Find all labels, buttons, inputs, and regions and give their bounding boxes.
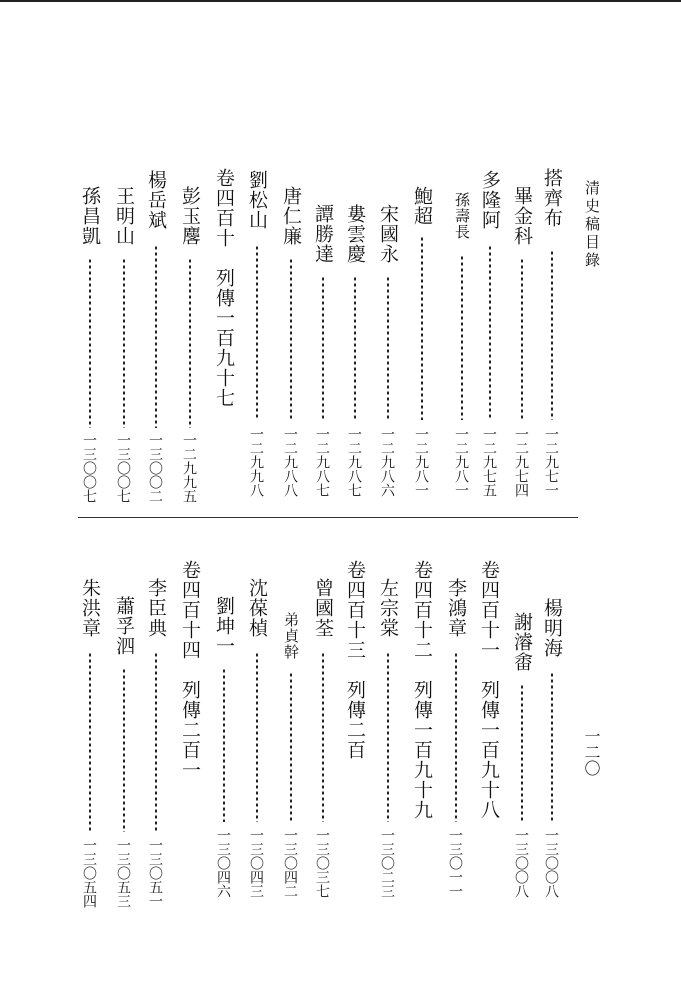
- leader-dots: [455, 652, 457, 822]
- toc-entry-name: 譚勝達: [312, 204, 334, 264]
- leader-dots: [256, 652, 258, 822]
- leader-dots: [354, 276, 356, 420]
- leader-dots: [421, 236, 423, 420]
- toc-entry-name: 楊岳斌: [145, 170, 167, 230]
- toc-entry-page: 一二九七一: [543, 427, 559, 497]
- toc-entry-name: 劉坤一: [213, 596, 235, 656]
- juan-heading: 卷四百十 列傳一百九十七: [213, 168, 235, 408]
- leader-dots: [155, 245, 157, 428]
- toc-entry-page: 一三〇〇八: [513, 828, 529, 898]
- toc-entry-page: 一三〇四六: [215, 828, 231, 898]
- top-border-rule: [0, 0, 681, 2]
- leader-dots: [387, 652, 389, 822]
- toc-entry-name: 唐仁廉: [280, 186, 302, 246]
- toc-entry-page: 一三〇一一: [447, 828, 463, 898]
- toc-entry-page: 一三〇五三: [115, 838, 131, 908]
- toc-entry-name: 朱洪章: [79, 578, 101, 638]
- leader-dots: [223, 668, 225, 822]
- juan-heading: 卷四百十三 列傳二百: [344, 560, 366, 760]
- toc-entry-page: 一二九九五: [181, 433, 197, 503]
- toc-entry-name: 宋國永: [377, 204, 399, 264]
- toc-entry-page: 一三〇四二: [282, 828, 298, 898]
- leader-dots: [290, 258, 292, 420]
- toc-entry-name: 左宗棠: [377, 578, 399, 638]
- toc-entry-name: 王明山: [113, 186, 135, 246]
- leader-dots: [322, 652, 324, 822]
- toc-entry-page: 一二九八七: [346, 427, 362, 497]
- toc-entry-page: 一二九九八: [248, 427, 264, 497]
- toc-entry-page: 一二九七四: [513, 427, 529, 497]
- toc-entry-name: 多隆阿: [479, 170, 501, 230]
- toc-entry-page: 一二九八七: [314, 427, 330, 497]
- leader-dots: [551, 672, 553, 822]
- toc-entry-name: 彭玉麐: [179, 186, 201, 246]
- toc-entry-name: 婁雲慶: [344, 204, 366, 264]
- leader-dots: [521, 258, 523, 420]
- toc-entry-page: 一三〇二三: [379, 828, 395, 898]
- toc-entry-page: 一三〇五四: [81, 838, 97, 908]
- toc-entry-name: 搭齊布: [541, 168, 563, 228]
- toc-entry-name: 劉松山: [246, 170, 268, 230]
- leader-dots: [521, 684, 523, 822]
- toc-entry-page: 一二九七五: [481, 427, 497, 497]
- leader-dots: [256, 245, 258, 420]
- toc-entry-name: 鮑超: [411, 186, 433, 226]
- juan-heading: 卷四百十二 列傳一百九十九: [411, 560, 433, 820]
- toc-entry-page: 一二九八八: [282, 427, 298, 497]
- toc-entry-name: 李鴻章: [445, 578, 467, 638]
- toc-entry-name: 楊明海: [541, 598, 563, 658]
- leader-dots: [123, 258, 125, 428]
- toc-entry-page: 一二九八六: [379, 427, 395, 497]
- leader-dots: [89, 258, 91, 428]
- toc-entry-page: 一三〇〇七: [81, 433, 97, 503]
- leader-dots: [123, 668, 125, 832]
- toc-entry-page: 一二九八一: [453, 427, 469, 497]
- toc-entry-page: 一三〇四三: [248, 828, 264, 898]
- leader-dots: [290, 672, 292, 822]
- leader-dots: [155, 652, 157, 832]
- toc-entry-name: 畢金科: [511, 186, 533, 246]
- toc-entry-page: 一二九八一: [413, 427, 429, 497]
- toc-entry-page: 一三〇五一: [147, 838, 163, 908]
- leader-dots: [322, 276, 324, 420]
- leader-dots: [89, 652, 91, 832]
- toc-entry-name: 謝濬畬: [511, 612, 533, 672]
- toc-entry-name: 李臣典: [145, 578, 167, 638]
- juan-heading: 卷四百十一 列傳一百九十八: [478, 560, 500, 820]
- toc-entry-name: 孫昌凱: [79, 186, 101, 246]
- page-number: 一二〇: [582, 728, 601, 776]
- leader-dots: [387, 276, 389, 420]
- leader-dots: [489, 245, 491, 420]
- leader-dots: [551, 250, 553, 420]
- toc-entry-page: 一三〇三七: [314, 828, 330, 898]
- toc-entry-page: 一三〇〇七: [115, 433, 131, 503]
- leader-dots: [189, 258, 191, 428]
- toc-entry-name: 沈葆楨: [246, 578, 268, 638]
- running-header-title: 清史稿目錄: [583, 180, 601, 270]
- toc-subentry-name: 弟貞幹: [282, 612, 300, 660]
- toc-entry-page: 一三〇〇八: [543, 828, 559, 898]
- toc-entry-page: 一三〇〇二: [147, 433, 163, 503]
- toc-subentry-name: 孫壽長: [453, 192, 471, 240]
- section-divider-rule: [78, 517, 578, 518]
- toc-entry-name: 蕭孚泗: [113, 596, 135, 656]
- juan-heading: 卷四百十四 列傳二百一: [179, 560, 201, 780]
- leader-dots: [461, 255, 463, 420]
- toc-entry-name: 曾國荃: [312, 578, 334, 638]
